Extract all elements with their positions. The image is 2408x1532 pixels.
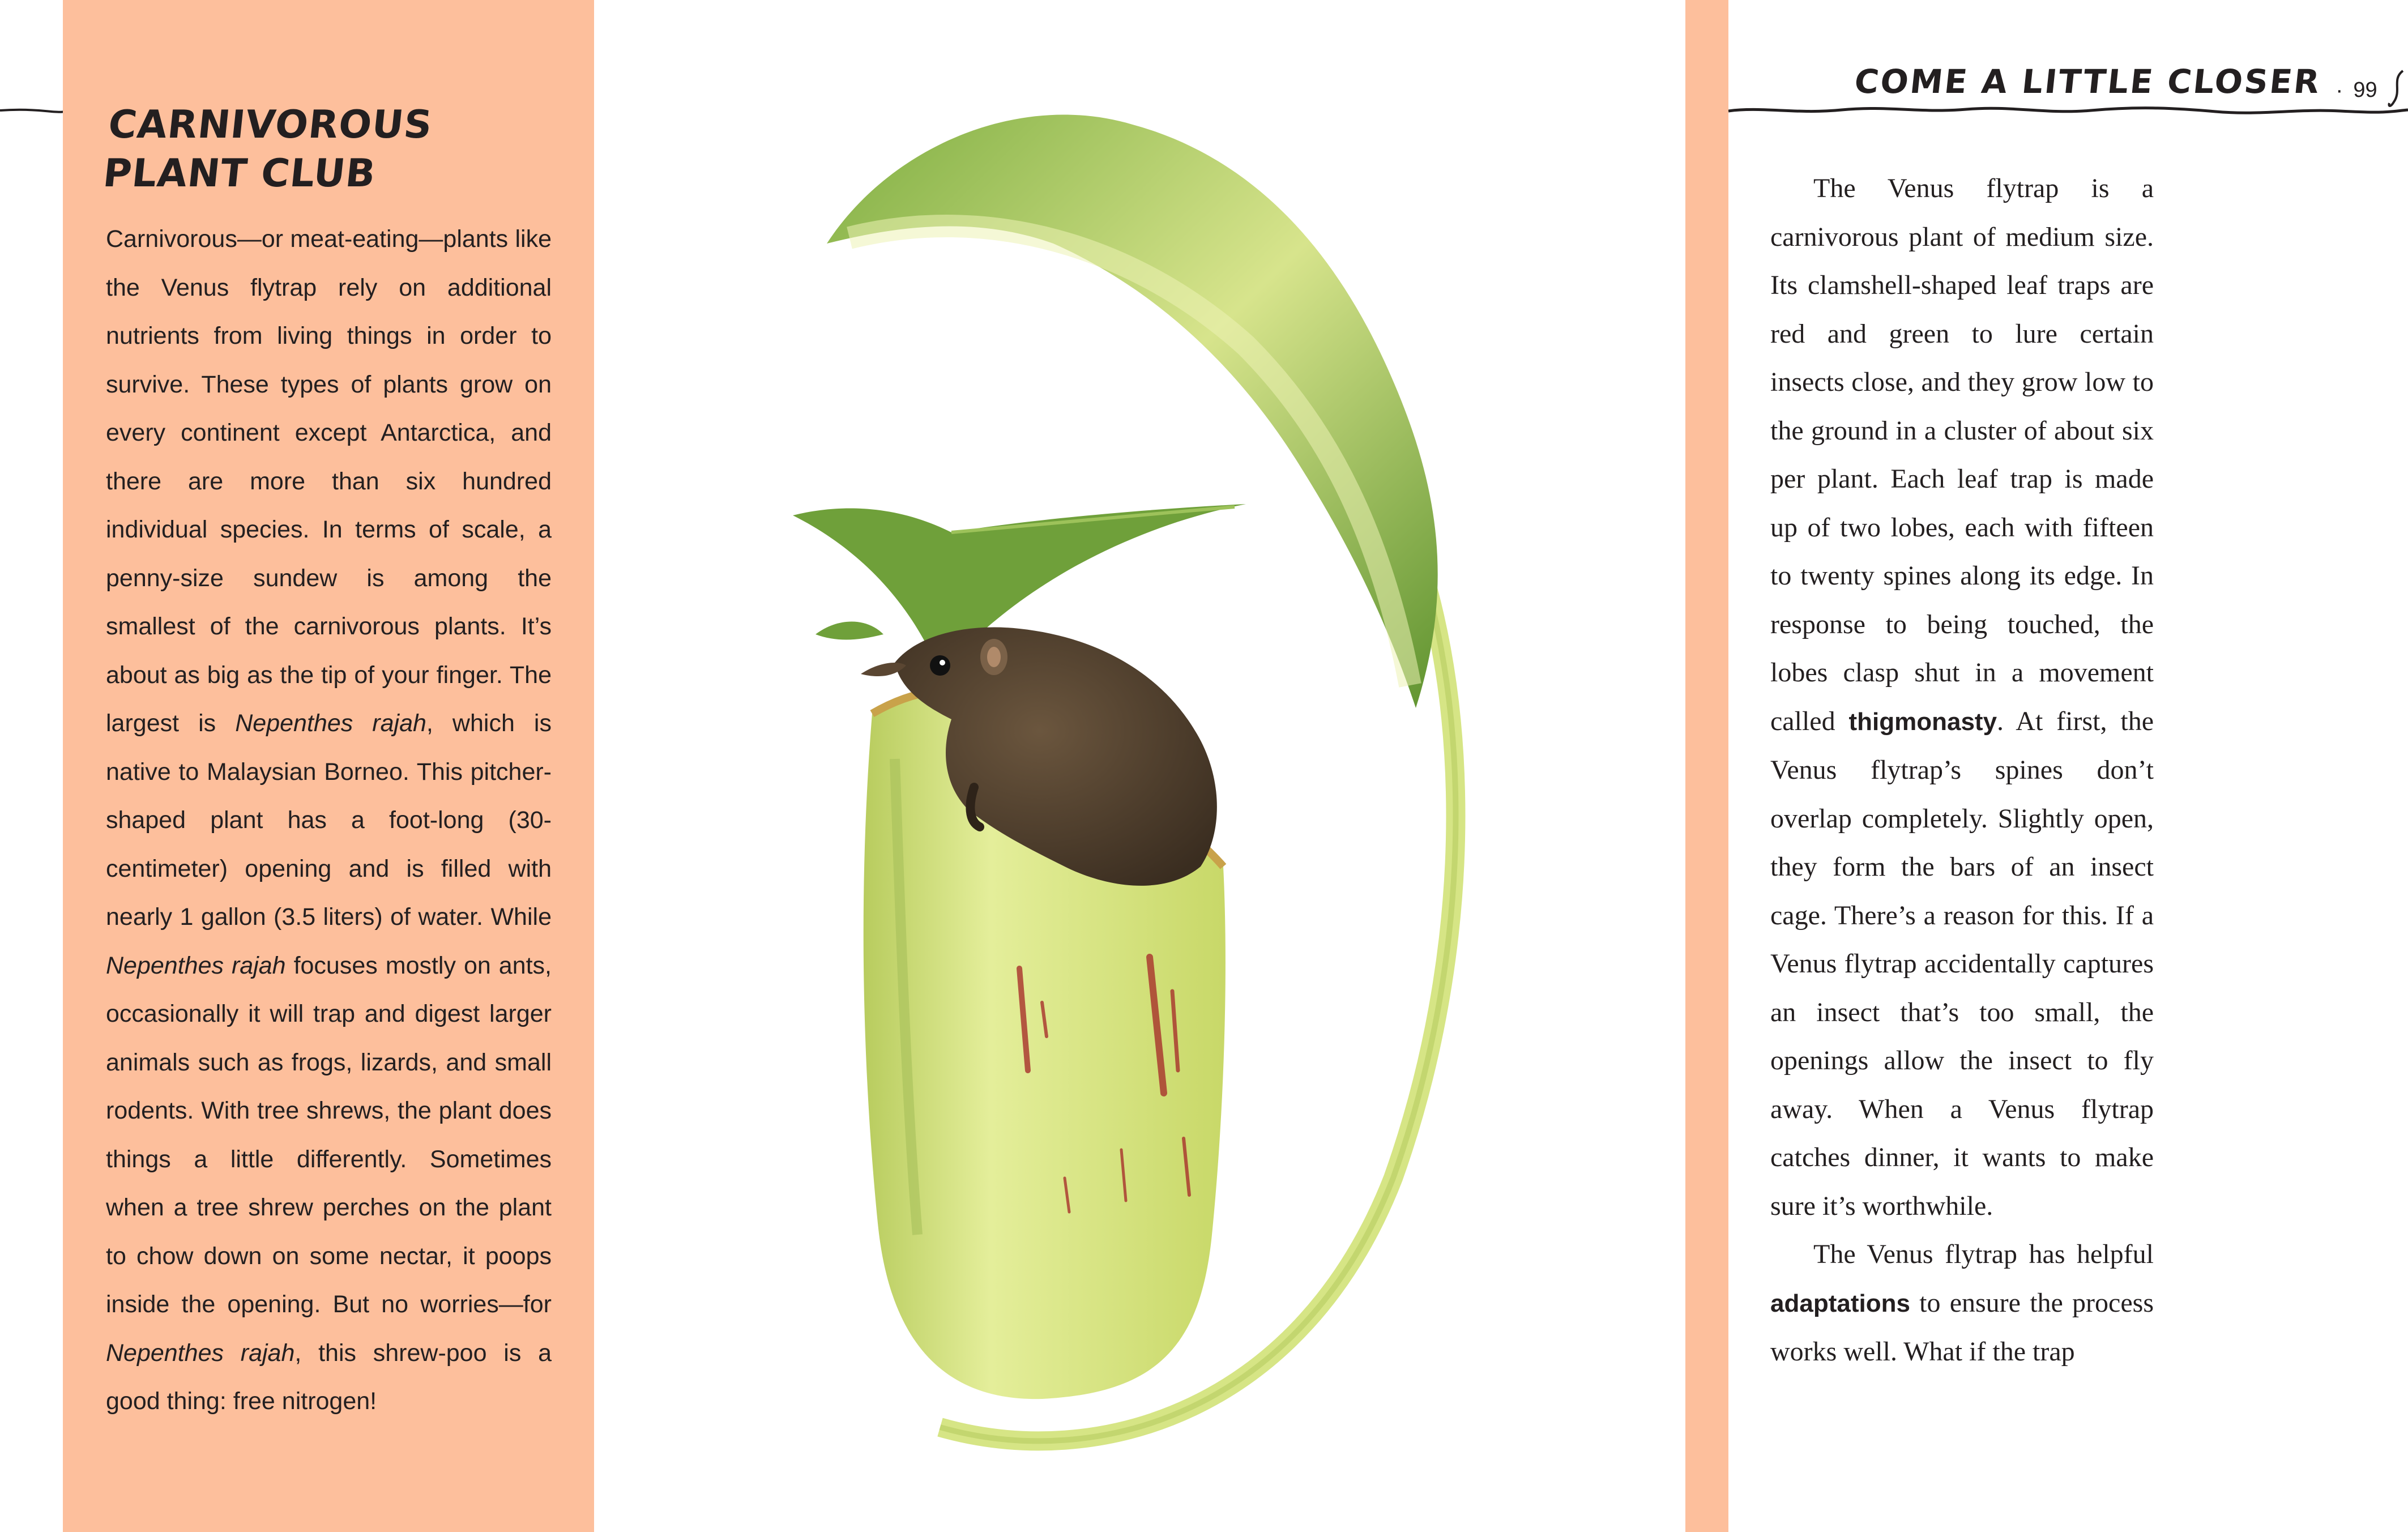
sidebar-text: Carnivorous—or meat-eating—plants like the Venus flytrap rely on additional nutrients from living things in order to survive. These types of plants grow on every continent except Antarctica, and there are more than six hundred individual species. In terms of scale, a penny-size sundew is among the smallest of the carnivorous plants. It’s about as big as the tip of your finger. The largest is xyxy=(106,225,552,737)
sidebar-body xyxy=(106,215,552,1426)
sidebar-text: , which is native to Malaysian Borneo. This pitcher-shaped plant has a foot-long (30-centimeter) opening and is filled with nearly 1 gallon (3.5 liters) of water. While xyxy=(106,710,552,931)
flourish-icon xyxy=(2386,68,2408,113)
species-name: Nepenthes rajah xyxy=(235,710,426,737)
running-head-title: COME A LITTLE CLOSER xyxy=(1852,62,2323,101)
sidebar-title: CARNIVOROUS PLANT CLUB xyxy=(101,103,435,196)
main-text: The Venus flytrap has helpful xyxy=(1813,1239,2154,1269)
main-text: The Venus flytrap is a carnivorous plant of medium size. Its clamshell-shaped leaf traps are red and green to lure certain insects close, and they grow low to the ground in a cluster of about six per plant. Each leaf trap is made up of two lobes, each with fifteen to twenty spines along its edge. In response to being touched, the lobes clasp shut in a movement called xyxy=(1770,173,2154,736)
glossary-term: thigmonasty xyxy=(1848,707,1997,736)
running-head xyxy=(1852,62,2408,113)
main-text: to ensure the process works well. What if the trap xyxy=(1770,1287,2154,1367)
glossary-term: adaptations xyxy=(1770,1289,1910,1317)
orange-strip xyxy=(1685,0,1728,1532)
pitcher-plant-with-tree-shrew-icon xyxy=(702,74,1563,1501)
sidebar-text: , this shrew-poo is a good thing: free nitrogen! xyxy=(106,1339,552,1415)
running-head-separator: · xyxy=(2336,78,2343,103)
species-name: Nepenthes rajah xyxy=(106,951,286,979)
sidebar-panel xyxy=(63,0,594,1532)
main-text: . At first, the Venus flytrap’s spines don’t overlap completely. Slightly open, they form the bars of an insect cage. There’s a reason for this. If a Venus flytrap accidentally captures an insect that’s too small, the openings allow the insect to fly away. When a Venus flytrap catches dinner, it wants to make sure it’s worthwhile. xyxy=(1770,706,2154,1221)
sidebar-text: focuses mostly on ants, occasionally it will trap and digest larger animals such as frogs, lizards, and small rodents. With tree shrews, the plant does things a little differently. Sometimes when a tree shrew perches on the plant to chow down on some nectar, it poops inside the opening. But no worries—for xyxy=(106,951,552,1318)
page-number: 99 xyxy=(2353,78,2377,102)
main-paragraph xyxy=(1770,1230,2154,1376)
main-body xyxy=(1770,164,2154,1376)
main-paragraph xyxy=(1770,164,2154,1230)
species-name: Nepenthes rajah xyxy=(106,1339,295,1367)
